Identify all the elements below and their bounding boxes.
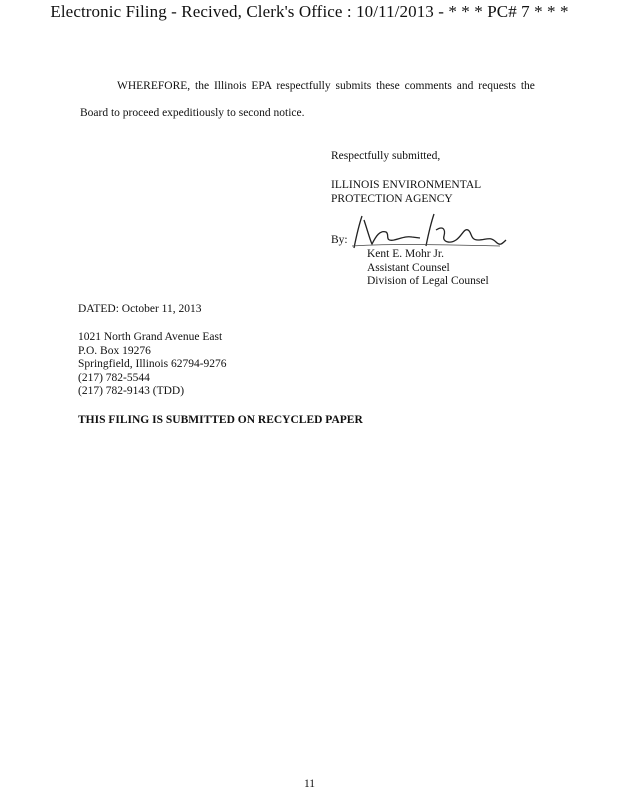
signer-block [367,248,489,289]
dated-line: DATED: October 11, 2013 [78,303,202,315]
closing-text: Respectfully submitted, [331,150,441,162]
page-number: 11 [303,778,316,790]
address-city: Springfield, Illinois 62794-9276 [78,358,227,370]
agency-name [331,179,481,206]
address-phone: (217) 782-5544 [78,371,150,384]
paragraph-line-1: WHEREFORE, the Illinois EPA respectfully submits these comments and requests the [117,80,535,92]
address-tdd: (217) 782-9143 (TDD) [78,385,185,397]
filing-header: Electronic Filing - Recived, Clerk's Office : 10/11/2013 - * * * PC# 7 * * * [50,2,569,21]
recycled-notice: THIS FILING IS SUBMITTED ON RECYCLED PAPER [78,414,363,426]
by-label: By: [331,234,348,246]
address-street: 1021 North Grand Avenue East [78,331,223,343]
address-block [78,331,227,399]
signer-division: Division of Legal Counsel [367,275,489,287]
signer-name: Kent E. Mohr Jr. [367,248,444,260]
paragraph-line-2: Board to proceed expeditiously to second notice. [80,107,305,119]
signer-title: Assistant Counsel [367,261,450,274]
agency-line-2: PROTECTION AGENCY [331,192,453,205]
address-po-box: P.O. Box 19276 [78,344,151,357]
agency-line-1: ILLINOIS ENVIRONMENTAL [331,179,482,191]
